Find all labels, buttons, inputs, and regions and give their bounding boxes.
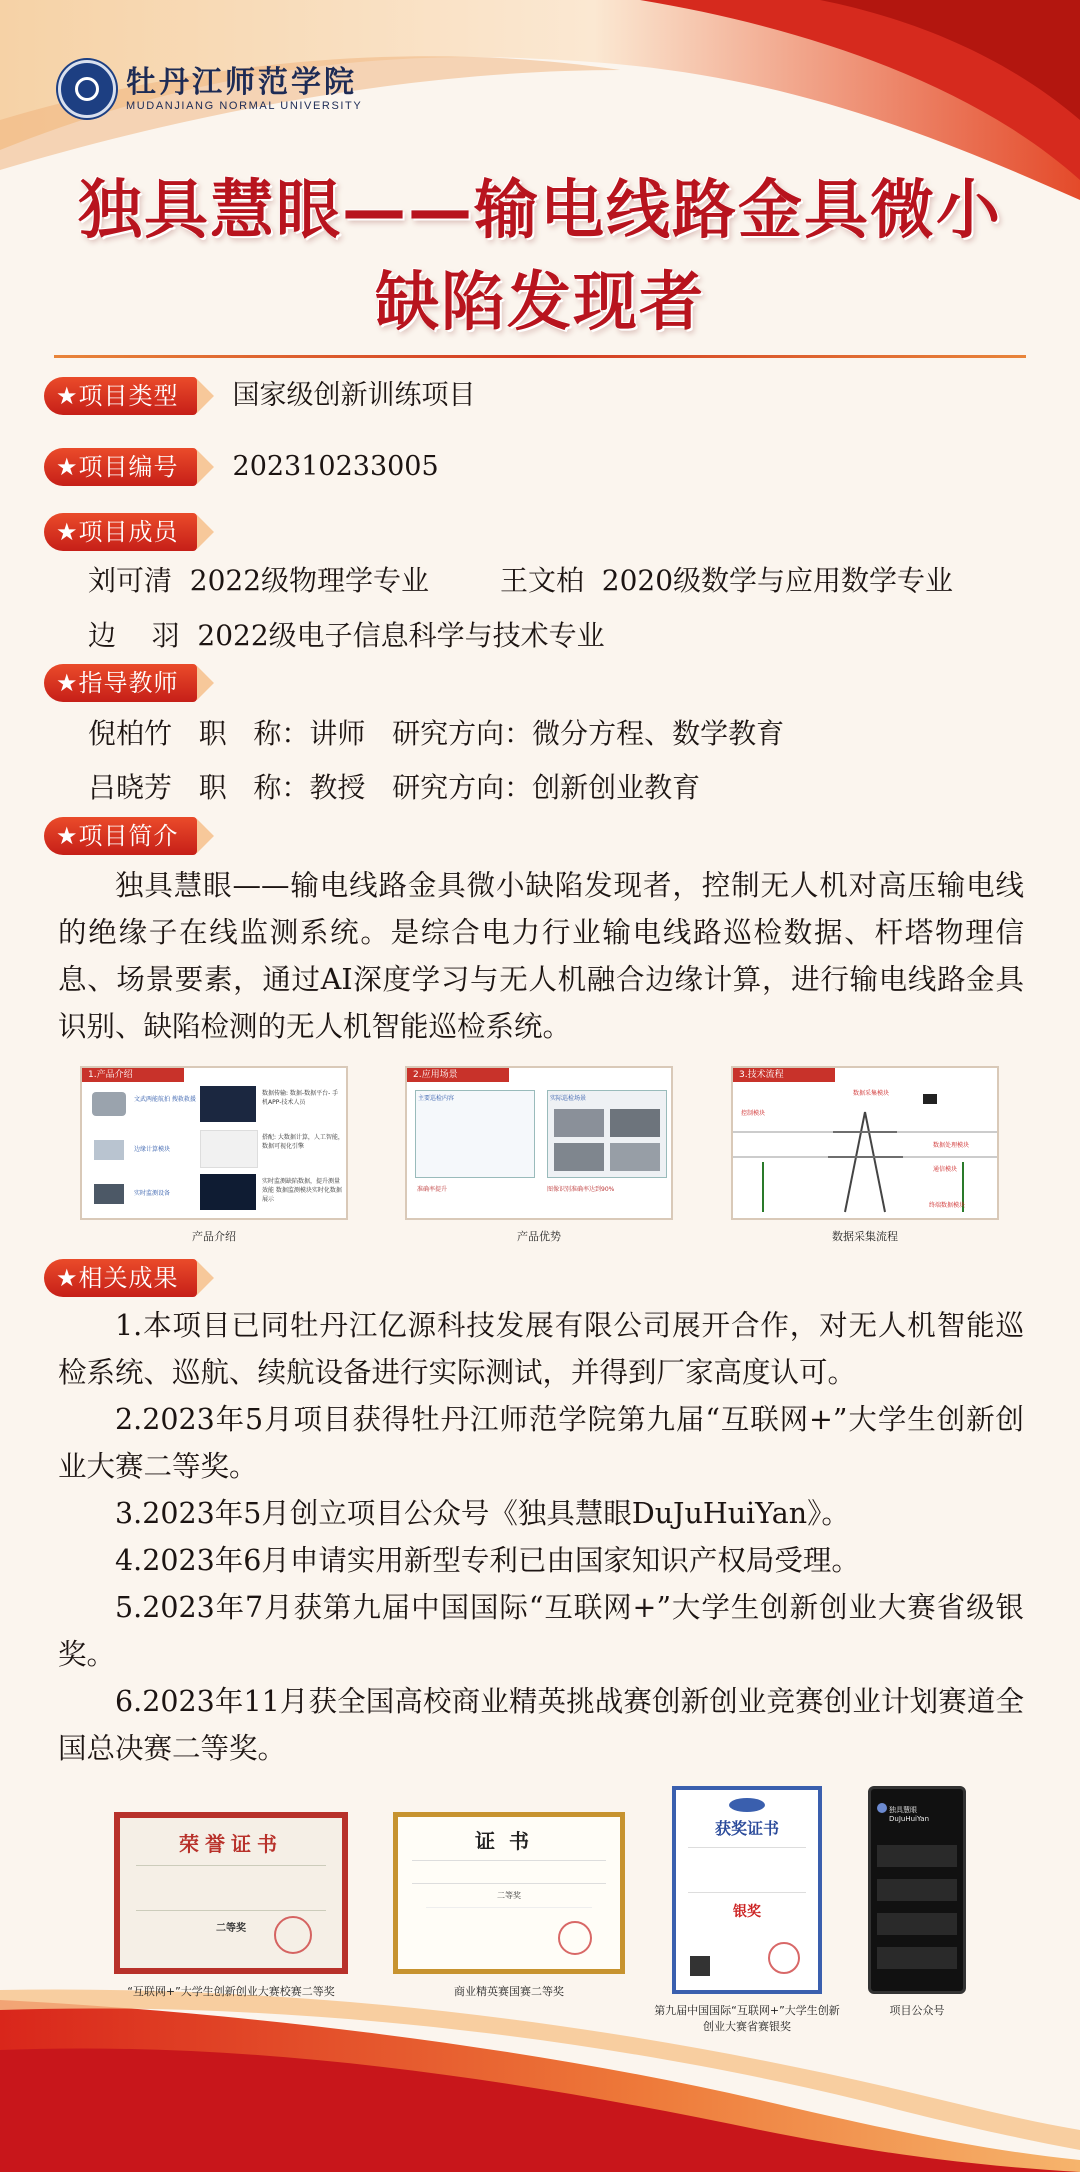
certificate-3-title: 获奖证书: [714, 1819, 779, 1838]
certificate-campus-award: [114, 1812, 348, 1974]
gallery-1-caption: 产品介绍: [192, 1230, 236, 1243]
title-line-2: 缺陷发现者: [375, 266, 705, 340]
gallery-3-note-5: 终端数据模块: [929, 1202, 966, 1209]
certificate-business-elite-award: [393, 1812, 625, 1974]
project-number-value: 202310233005: [232, 451, 439, 482]
seal-icon: [274, 1916, 312, 1954]
gallery-1-note-3: 边缘计算模块: [134, 1146, 171, 1153]
member-3: 边 羽 2022级电子信息科学与技术专业: [88, 619, 605, 652]
intro-paragraph: [58, 862, 1024, 1050]
project-type-row: [44, 377, 476, 415]
gallery-3-note-2: 控制模块: [741, 1110, 766, 1117]
member-2: 王文柏 2020级数学与应用数学专业: [500, 564, 954, 597]
gallery-1-note-6: 实时监测缺陷数据，提升测量效能 数据监测模块实时化数据展示: [262, 1178, 342, 1203]
gallery-1-header: 1.产品介绍: [82, 1068, 184, 1082]
school-name-cn: 牡丹江师范学院: [126, 65, 357, 100]
achievement-1: 1.本项目已同牡丹江亿源科技发展有限公司展开合作，对无人机智能巡检系统、巡航、续航设备进行实际测试，并得到厂家高度认可。: [58, 1309, 1024, 1389]
page-title: [0, 165, 1080, 349]
achievement-3: 3.2023年5月创立项目公众号《独具慧眼DuJuHuiYan》。: [115, 1497, 850, 1530]
laptop-icon: [94, 1140, 124, 1160]
title-line-1: 独具慧眼——输电线路金具微小: [78, 174, 1002, 248]
avatar: [877, 1803, 887, 1813]
gallery-2-note-4: 图像识别准确率达到90%: [547, 1186, 615, 1193]
gallery-2-header: 2.应用场景: [407, 1068, 509, 1082]
member-row-1: [88, 557, 429, 604]
gallery-1-note-1: 文武两能航拍 搜救救援: [134, 1096, 196, 1103]
gallery-2-note-1: 主要巡检内容: [418, 1095, 455, 1102]
certificate-3-grade: 银奖: [733, 1904, 761, 1920]
gallery-2-note-3: 准确率提升: [417, 1186, 448, 1193]
award-4-caption: 项目公众号: [889, 2004, 945, 2017]
member-row-2: [88, 612, 605, 659]
advisor-1: 倪柏竹 职 称：讲师 研究方向：微分方程、数学教育: [88, 717, 785, 750]
project-type-label: ★项目类型: [44, 377, 197, 415]
gallery-2-caption: 产品优势: [517, 1230, 561, 1243]
intro-section: [44, 817, 197, 855]
members-section: [44, 513, 197, 551]
achievement-6: 6.2023年11月获全国高校商业精英挑战赛创新创业竞赛创业计划赛道全国总决赛二等奖。: [58, 1685, 1024, 1765]
seal-icon: [768, 1942, 800, 1974]
transmission-tower-diagram: [733, 1082, 997, 1218]
achievement-2: 2.2023年5月项目获得牡丹江师范学院第九届“互联网+”大学生创新创业大赛二等奖。: [58, 1403, 1024, 1483]
project-number-row: [44, 448, 439, 486]
gallery-3-caption: 数据采集流程: [832, 1230, 898, 1243]
advisors-section: [44, 664, 197, 702]
intro-text: 独具慧眼——输电线路金具微小缺陷发现者，控制无人机对高压输电线的绝缘子在线监测系统。是综合电力行业输电线路巡检数据、杆塔物理信息、场景要素，通过AI深度学习与无人机融合边缘计算，进行输电线路金具识别、缺陷检测的无人机智能巡检系统。: [58, 869, 1024, 1043]
school-name-en: MUDANJIANG NORMAL UNIVERSITY: [126, 100, 363, 112]
achievements-label: ★相关成果: [44, 1259, 197, 1297]
wechat-account-screenshot: [868, 1786, 966, 1994]
gallery-3-note-4: 通信模块: [933, 1166, 958, 1173]
member-1: 刘可清 2022级物理学专业: [88, 564, 430, 597]
project-number-label: ★项目编号: [44, 448, 197, 486]
gallery-2-note-2: 实际巡检场景: [550, 1095, 587, 1102]
gallery-3-note-1: 数据采集模块: [853, 1090, 890, 1097]
gallery-image-product-advantage: [405, 1066, 673, 1220]
certificate-internet-plus-silver: [672, 1786, 822, 1994]
certificate-2-grade: 二等奖: [497, 1891, 521, 1900]
certificate-1-title: 荣誉证书: [179, 1832, 283, 1856]
gallery-1-note-4: 搭配: 大数据计算，人工智能， 数据可视化引擎: [262, 1134, 344, 1150]
award-2-caption: 商业精英赛国赛二等奖: [454, 1985, 564, 1998]
certificate-1-grade: 二等奖: [216, 1923, 246, 1934]
intro-label: ★项目简介: [44, 817, 197, 855]
advisors-label: ★指导教师: [44, 664, 197, 702]
account-name: 独具慧眼 DuJuHuiYan: [889, 1806, 930, 1823]
award-1-caption: “互联网+”大学生创新创业大赛校赛二等奖: [127, 1985, 335, 1998]
drone-icon: [92, 1092, 126, 1116]
project-type-value: 国家级创新训练项目: [232, 380, 476, 411]
qr-code-icon: [690, 1956, 710, 1976]
gallery-1-note-2: 数据传输: 数据-数据平台- 手机APP-技术人员: [262, 1090, 339, 1106]
achievements-section: [44, 1259, 197, 1297]
seal-icon: [558, 1921, 592, 1955]
gallery-3-note-3: 数据处理模块: [933, 1142, 970, 1149]
award-3-caption: 第九届中国国际“互联网+”大学生创新创业大赛省赛银奖: [654, 2004, 840, 2033]
achievement-5: 5.2023年7月获第九届中国国际“互联网+”大学生创新创业大赛省级银奖。: [58, 1591, 1024, 1671]
inspection-scenes-panel: [547, 1090, 667, 1178]
title-divider: [54, 355, 1026, 358]
gallery-image-data-flow: [731, 1066, 999, 1220]
award-emblem-icon: [729, 1798, 765, 1812]
gallery-image-product-intro: [80, 1066, 348, 1220]
school-logo: [58, 60, 362, 118]
inspection-items-panel: [415, 1090, 535, 1178]
achievements-list: [58, 1302, 1024, 1772]
members-label: ★项目成员: [44, 513, 197, 551]
data-screen-3: [200, 1174, 256, 1210]
member-row-1-right: [500, 557, 953, 604]
gallery-1-note-5: 实时监测设备: [134, 1190, 171, 1197]
certificate-2-title: 证书: [475, 1829, 543, 1853]
advisor-2: 吕晓芳 职 称：教授 研究方向：创新创业教育: [88, 771, 701, 804]
achievement-4: 4.2023年6月申请实用新型专利已由国家知识产权局受理。: [115, 1544, 860, 1577]
monitor-icon: [94, 1184, 124, 1204]
gallery-3-header: 3.技术流程: [733, 1068, 835, 1082]
data-screen-2: [200, 1130, 258, 1168]
school-emblem-icon: [58, 60, 116, 118]
data-screen-1: [200, 1086, 256, 1122]
